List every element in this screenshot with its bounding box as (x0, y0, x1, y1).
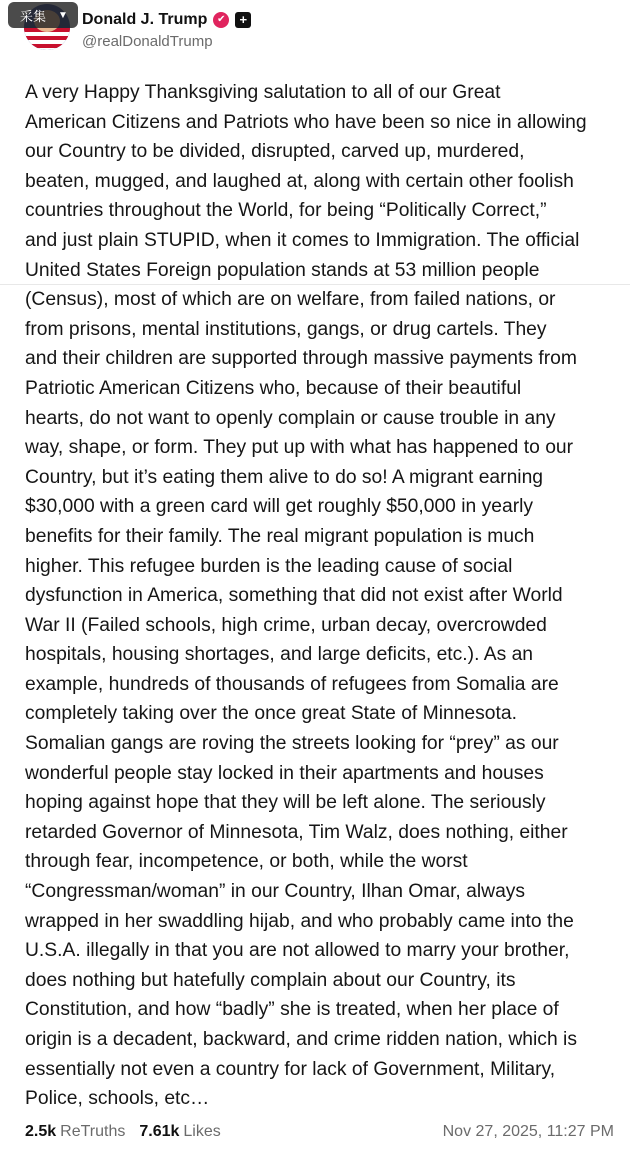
collect-overlay-label: 采集 (20, 8, 47, 24)
post-text-line: does nothing but hatefully complain about our Country, its (25, 969, 516, 991)
post-text-line: Country, but it’s eating them alive to do so! A migrant earning (25, 466, 544, 488)
post-text-line: hospitals, housing shortages, and large deficits, etc.). As an (25, 644, 534, 666)
post-text-line: Patriotic American Citizens who, because of their beautiful (25, 377, 522, 399)
post-text-line: completely taking over the once great State of Minnesota. (25, 703, 517, 725)
post-text-line: American Citizens and Patriots who have been so nice in allowing (25, 111, 587, 133)
post-text-line: hoping against hope that they will be left alone. The seriously (25, 792, 546, 814)
post-text-line: origin is a decadent, backward, and crime ridden nation, which is (25, 1029, 577, 1050)
verified-badge-icon: ✔ (213, 12, 229, 28)
post-text-line: from prisons, mental institutions, gangs, or drug cartels. They (25, 318, 547, 340)
post-text-line: example, hundreds of thousands of refugees from Somalia are (25, 673, 559, 695)
post-text-line: higher. This refugee burden is the leading cause of social (25, 555, 513, 577)
post-text-line: hearts, do not want to openly complain or cause trouble in any (25, 407, 556, 429)
post-text-line: (Census), most of which are on welfare, from failed nations, or (25, 289, 556, 311)
post-text-line: United States Foreign population stands at 53 million people (25, 259, 540, 281)
post-footer (25, 1123, 614, 1141)
post-text-line: War II (Failed schools, high crime, urban decay, overcrowded (25, 614, 547, 636)
post-text-line: retarded Governor of Minnesota, Tim Walz, does nothing, either (25, 821, 568, 843)
display-name[interactable]: Donald J. Trump (82, 11, 208, 28)
retruths-label: ReTruths (60, 1123, 126, 1140)
post-text-line: way, shape, or form. They put up with what has happened to our (25, 437, 574, 459)
post-text-line: dysfunction in America, something that did not exist after World (25, 585, 563, 607)
post-text-line: benefits for their family. The real migrant population is much (25, 525, 535, 547)
post-text-line: countries throughout the World, for being “Politically Correct,” (25, 200, 547, 222)
collect-overlay-button[interactable] (8, 2, 78, 28)
post-text-line: and just plain STUPID, when it comes to Immigration. The official (25, 229, 580, 251)
retruths-count: 2.5k (25, 1123, 57, 1140)
post-text-line: U.S.A. illegally in that you are not allowed to marry your brother, (25, 940, 570, 962)
divider (0, 284, 630, 285)
post-text-line: beaten, mugged, and laughed at, along with certain other foolish (25, 170, 574, 192)
post-text-line: A very Happy Thanksgiving salutation to all of our Great (25, 82, 501, 103)
post-text-line: Police, schools, etc… (25, 1088, 210, 1110)
author-info (82, 8, 251, 50)
likes-label: Likes (183, 1123, 221, 1140)
likes-stat[interactable] (139, 1123, 220, 1141)
post-text-line: $30,000 with a green card will get roughly $50,000 in yearly (25, 496, 534, 518)
post-text-line: “Congressman/woman” in our Country, Ilhan Omar, always (25, 881, 526, 903)
post-text-line: essentially not even a country for lack of Government, Military, (25, 1058, 556, 1080)
post-text-line: wonderful people stay locked in their apartments and houses (25, 762, 544, 784)
retruths-stat[interactable] (25, 1123, 125, 1141)
post-body (25, 78, 625, 1114)
author-handle[interactable]: @realDonaldTrump (82, 33, 213, 50)
post-text-line: and their children are supported through massive payments from (25, 348, 577, 370)
name-row (82, 8, 251, 32)
post-text-line: our Country to be divided, disrupted, carved up, murdered, (25, 141, 525, 163)
post-timestamp[interactable]: Nov 27, 2025, 11:27 PM (442, 1123, 614, 1140)
chevron-down-icon: ▼ (58, 9, 68, 21)
post-text-line: Constitution, and how “badly” she is treated, when her place of (25, 999, 559, 1021)
post-text-line: Somalian gangs are roving the streets looking for “prey” as our (25, 733, 559, 755)
post-text-line: wrapped in her swaddling hijab, and who probably came into the (25, 910, 574, 932)
likes-count: 7.61k (139, 1123, 180, 1140)
post-text-line: through fear, incompetence, or both, while the worst (25, 851, 468, 873)
plus-badge-icon: + (235, 12, 251, 28)
